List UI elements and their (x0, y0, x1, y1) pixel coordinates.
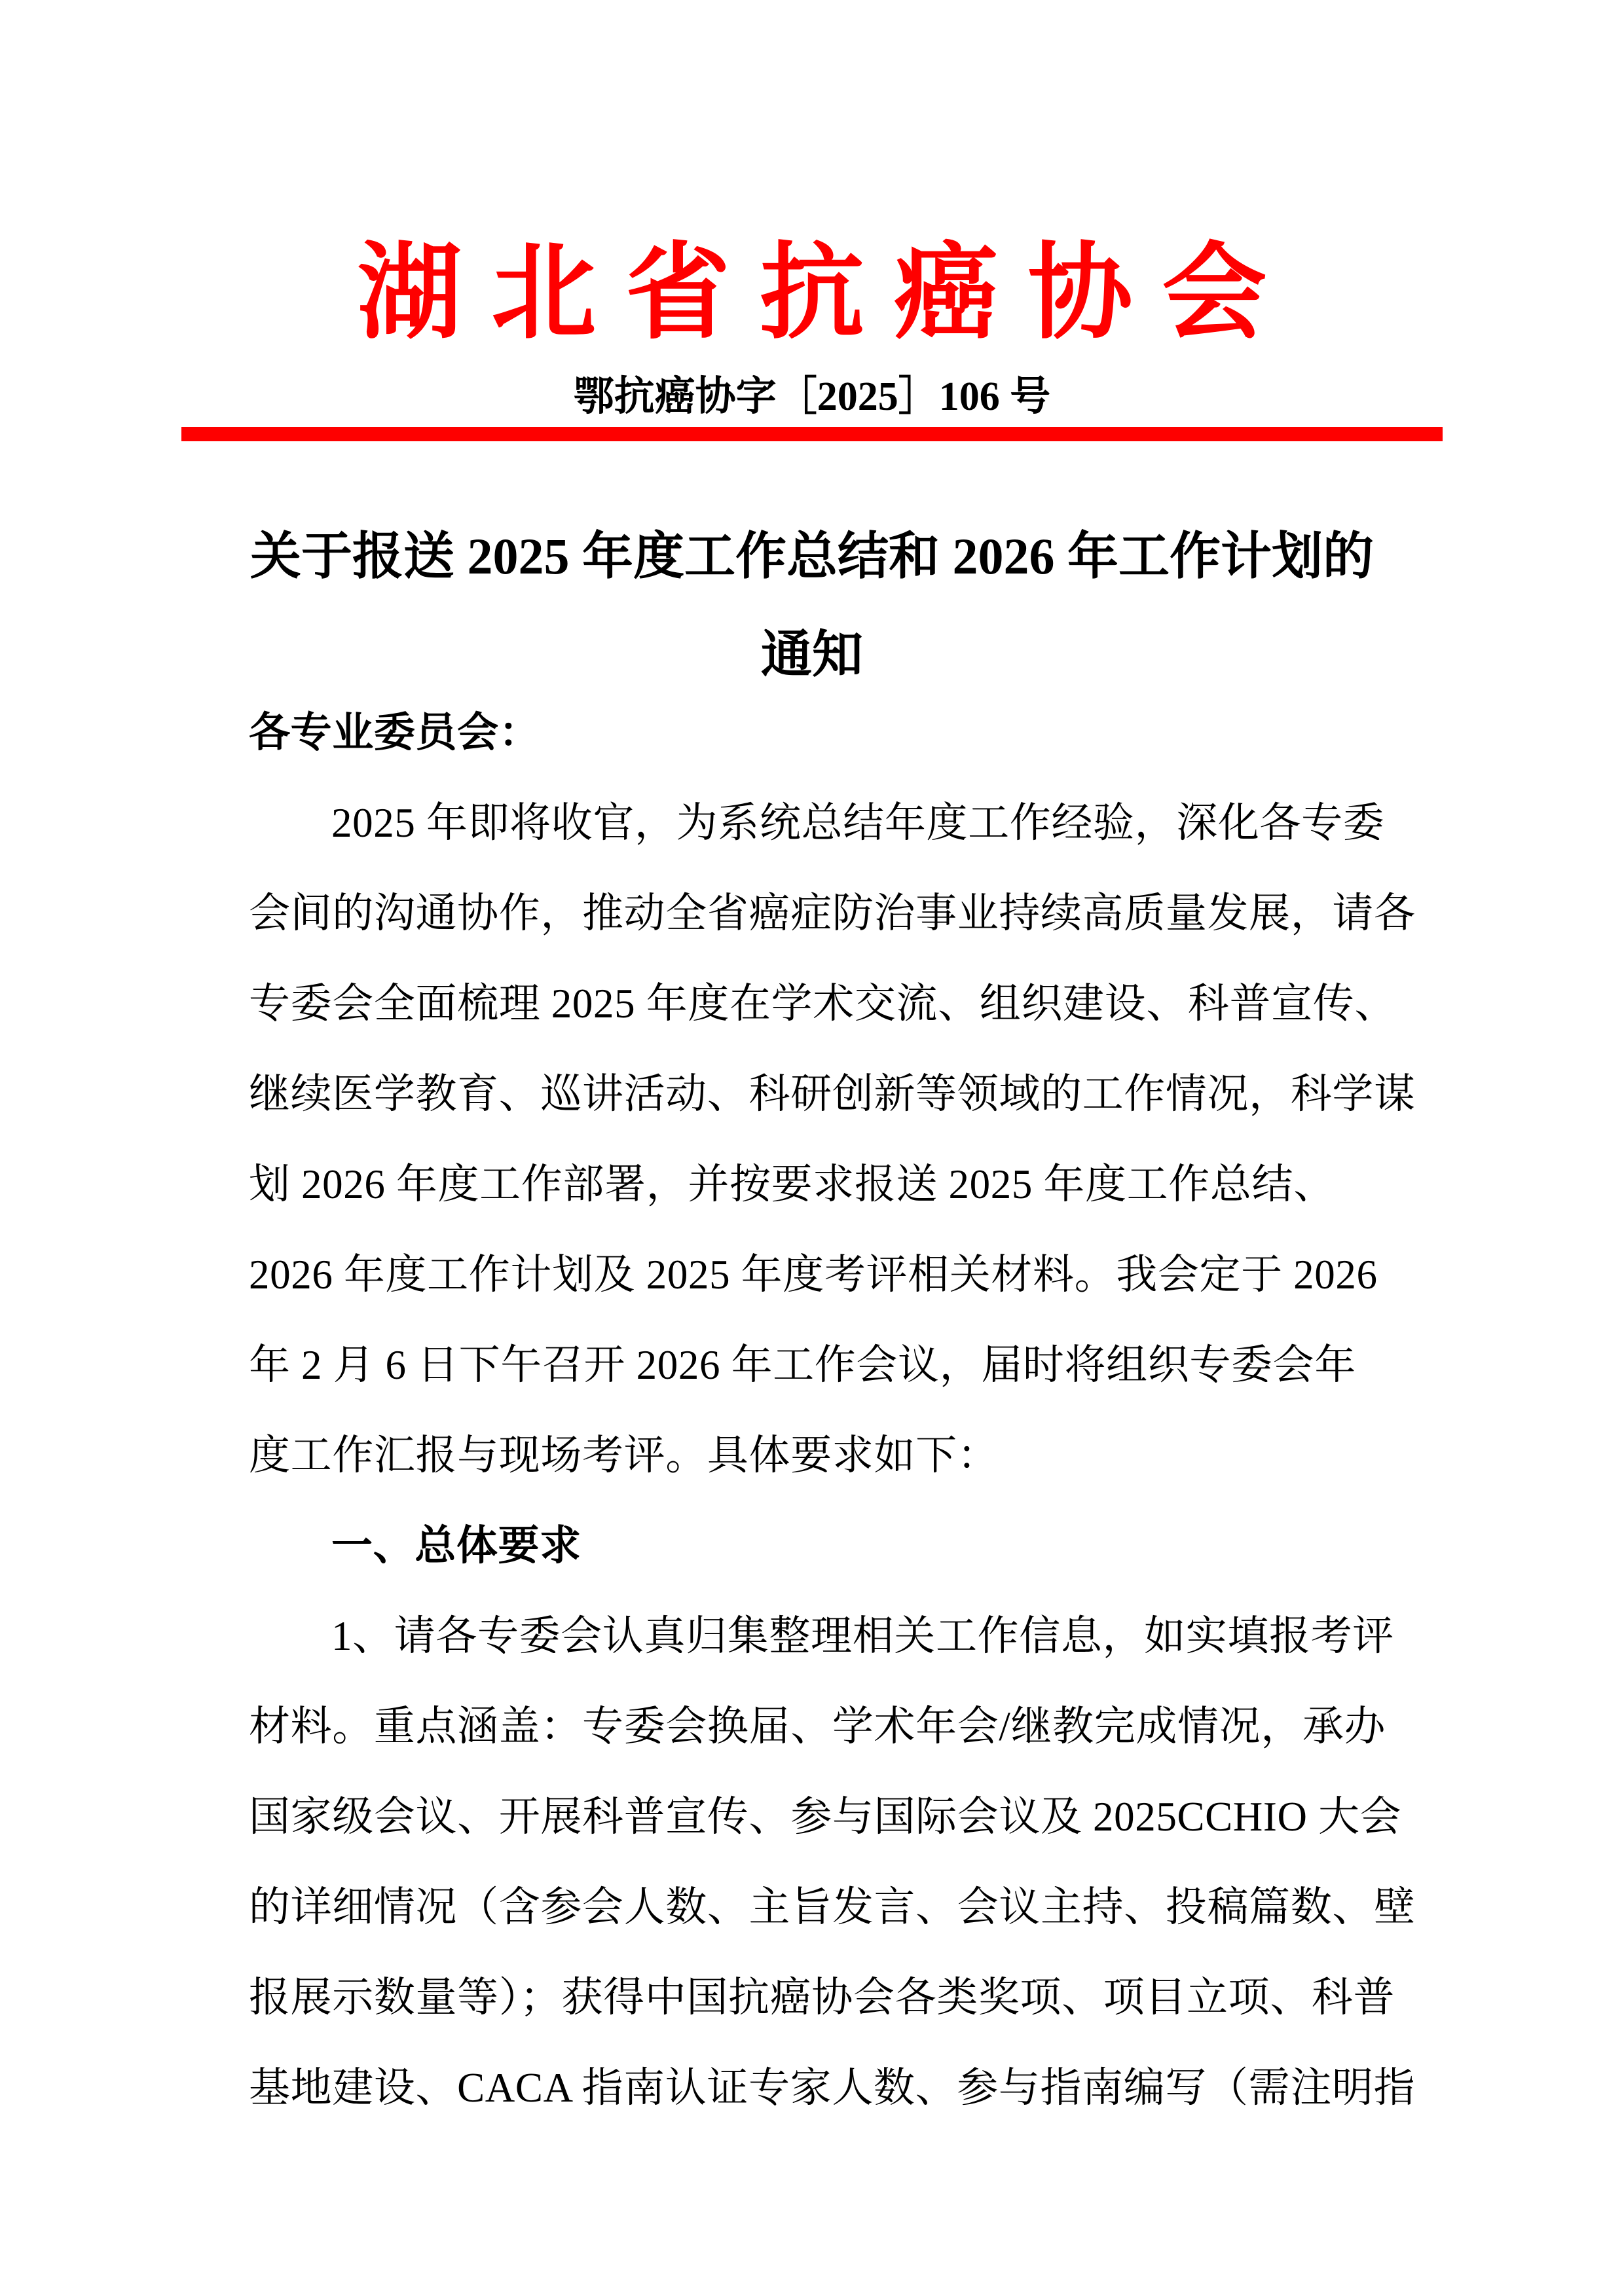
body-line: 专委会全面梳理 2025 年度在学术交流、组织建设、科普宣传、 (249, 981, 1397, 1027)
body-line: 报展示数量等）；获得中国抗癌协会各类奖项、项目立项、科普 (249, 1975, 1395, 2020)
body-line: 会间的沟通协作，推动全省癌症防治事业持续高质量发展，请各 (249, 890, 1416, 936)
body-line: 1、请各专委会认真归集整理相关工作信息，如实填报考评 (331, 1613, 1394, 1659)
doc-title-line-1: 关于报送 2025 年度工作总结和 2026 年工作计划的 (249, 528, 1374, 585)
body-line: 的详细情况（含参会人数、主旨发言、会议主持、投稿篇数、壁 (249, 1884, 1416, 1930)
org-title: 湖北省抗癌协会 (357, 235, 1297, 352)
body-line: 基地建设、CACA 指南认证专家人数、参与指南编写（需注明指 (249, 2065, 1416, 2111)
doc-title-line-2: 通知 (760, 626, 863, 683)
body-line: 继续医学教育、巡讲活动、科研创新等领域的工作情况，科学谋 (249, 1071, 1416, 1117)
body-line: 一、总体要求 (331, 1523, 581, 1569)
body-line: 度工作汇报与现场考评。具体要求如下： (249, 1432, 999, 1478)
body-line: 年 2 月 6 日下午召开 2026 年工作会议，届时将组织专委会年 (249, 1342, 1356, 1388)
body-line: 划 2026 年度工作部署，并按要求报送 2025 年度工作总结、 (249, 1161, 1335, 1207)
body-line: 材料。重点涵盖：专委会换届、学术年会/继教完成情况，承办 (249, 1704, 1386, 1749)
doc-title (0, 507, 1624, 704)
body-line: 2025 年即将收官，为系统总结年度工作经验，深化各专委 (331, 800, 1385, 846)
red-divider-line (181, 427, 1443, 441)
body-line: 国家级会议、开展科普宣传、参与国际会议及 2025CCHIO 大会 (249, 1794, 1402, 1840)
body-line: 各专业委员会： (249, 710, 541, 756)
body-line: 2026 年度工作计划及 2025 年度考评相关材料。我会定于 2026 (249, 1252, 1378, 1298)
doc-number: 鄂抗癌协字［2025］106 号 (573, 374, 1051, 419)
document-body (249, 687, 1416, 2133)
